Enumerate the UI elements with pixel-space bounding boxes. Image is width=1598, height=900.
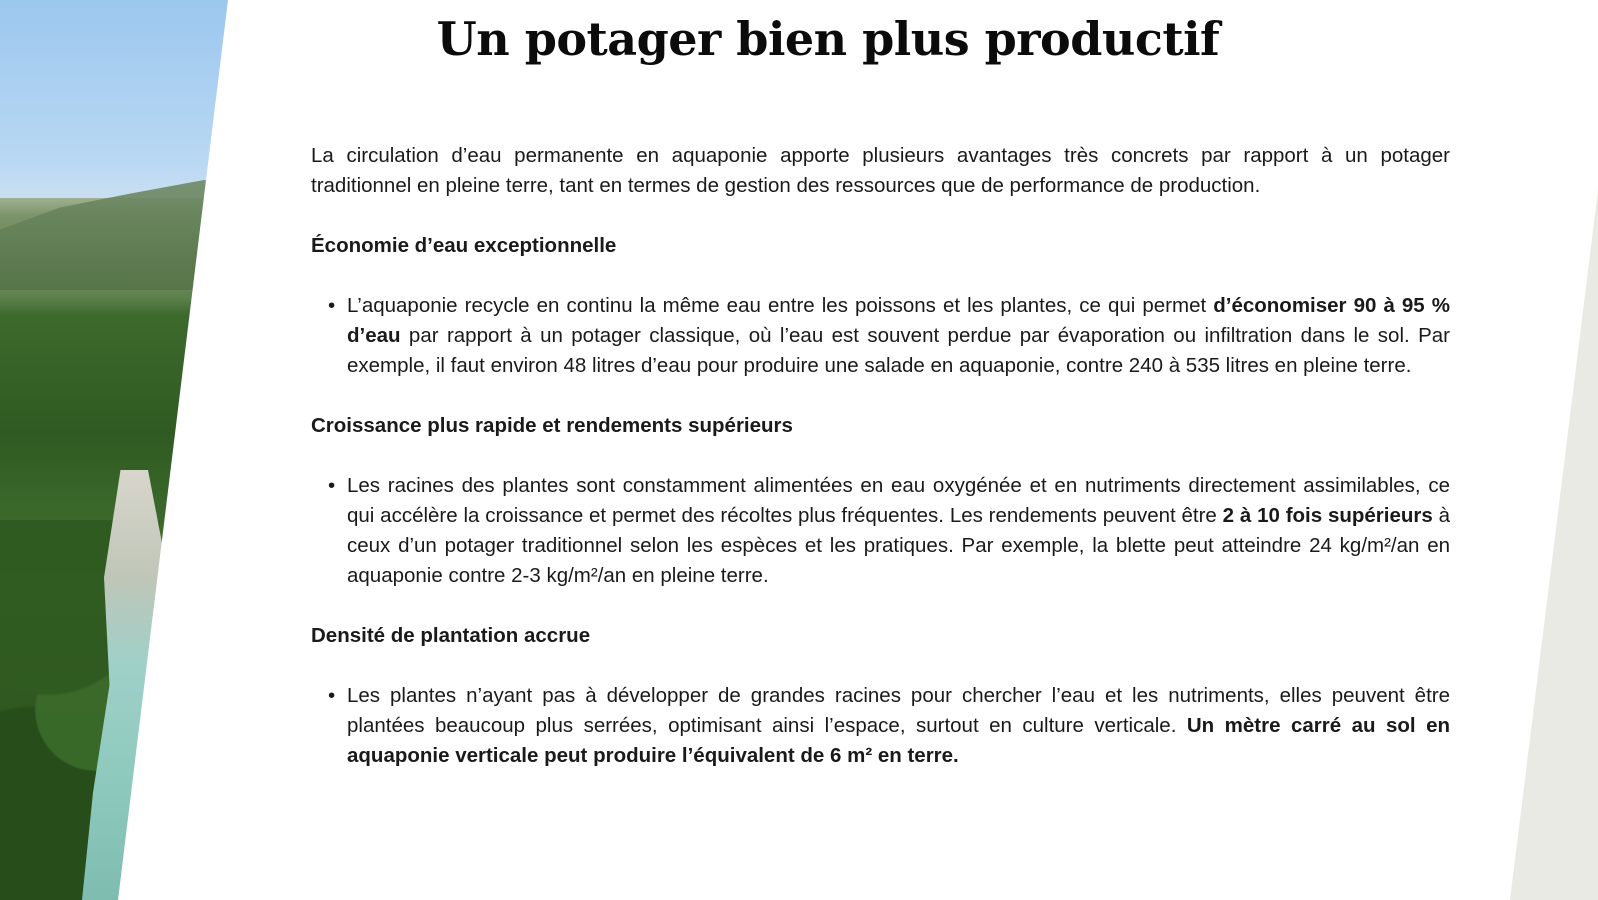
section-heading-density: Densité de plantation accrue	[311, 624, 591, 647]
intro-paragraph: La circulation d’eau permanente en aquaponie apporte plusieurs avantages très concrets par rapport à un potager traditionnel en pleine terre, tant en termes de gestion des ressources que de performance de production.	[311, 144, 1450, 197]
bullet-text: par rapport à un potager classique, où l’eau est souvent perdue par évaporation ou infiltration dans le sol. Par exemple, il faut environ 48 litres d’eau pour produire une salade en aquaponie, contre 240 à 535 litres en pleine terre.	[347, 324, 1450, 377]
bullet-bold-text: 2 à 10 fois supérieurs	[1222, 504, 1433, 527]
bullet-item-water	[311, 291, 1450, 381]
bullet-bold-text: d’économiser 90 à 95 % d’eau	[347, 294, 1450, 347]
section-heading-growth: Croissance plus rapide et rendements supérieurs	[311, 414, 793, 437]
bullet-item-growth	[311, 471, 1450, 591]
bullet-icon: •	[328, 684, 336, 707]
bullet-text: L’aquaponie recycle en continu la même eau entre les poissons et les plantes, ce qui permet	[347, 294, 1214, 317]
page-title: Un potager bien plus productif	[436, 12, 1220, 66]
section-heading-water: Économie d’eau exceptionnelle	[311, 234, 617, 257]
bullet-text: Les plantes n’ayant pas à développer de grandes racines pour chercher l’eau et les nutriments, elles peuvent être plantées beaucoup plus serrées, optimisant ainsi l’espace, surtout en culture verticale.	[347, 684, 1450, 737]
bullet-bold-text: Un mètre carré au sol en aquaponie verticale peut produire l’équivalent de 6 m² en terre.	[347, 714, 1450, 767]
bullet-item-density	[311, 681, 1450, 771]
bullet-icon: •	[328, 474, 336, 497]
bullet-text: Les racines des plantes sont constamment alimentées en eau oxygénée et en nutriments directement assimilables, ce qui accélère la croissance et permet des récoltes plus fréquentes. Les rendements peuvent être	[347, 474, 1450, 527]
bullet-icon: •	[328, 294, 336, 317]
bullet-text: à ceux d’un potager traditionnel selon les espèces et les pratiques. Par exemple, la blette peut atteindre 24 kg/m²/an en aquaponie contre 2-3 kg/m²/an en pleine terre.	[347, 504, 1450, 587]
content-body	[311, 141, 1450, 771]
